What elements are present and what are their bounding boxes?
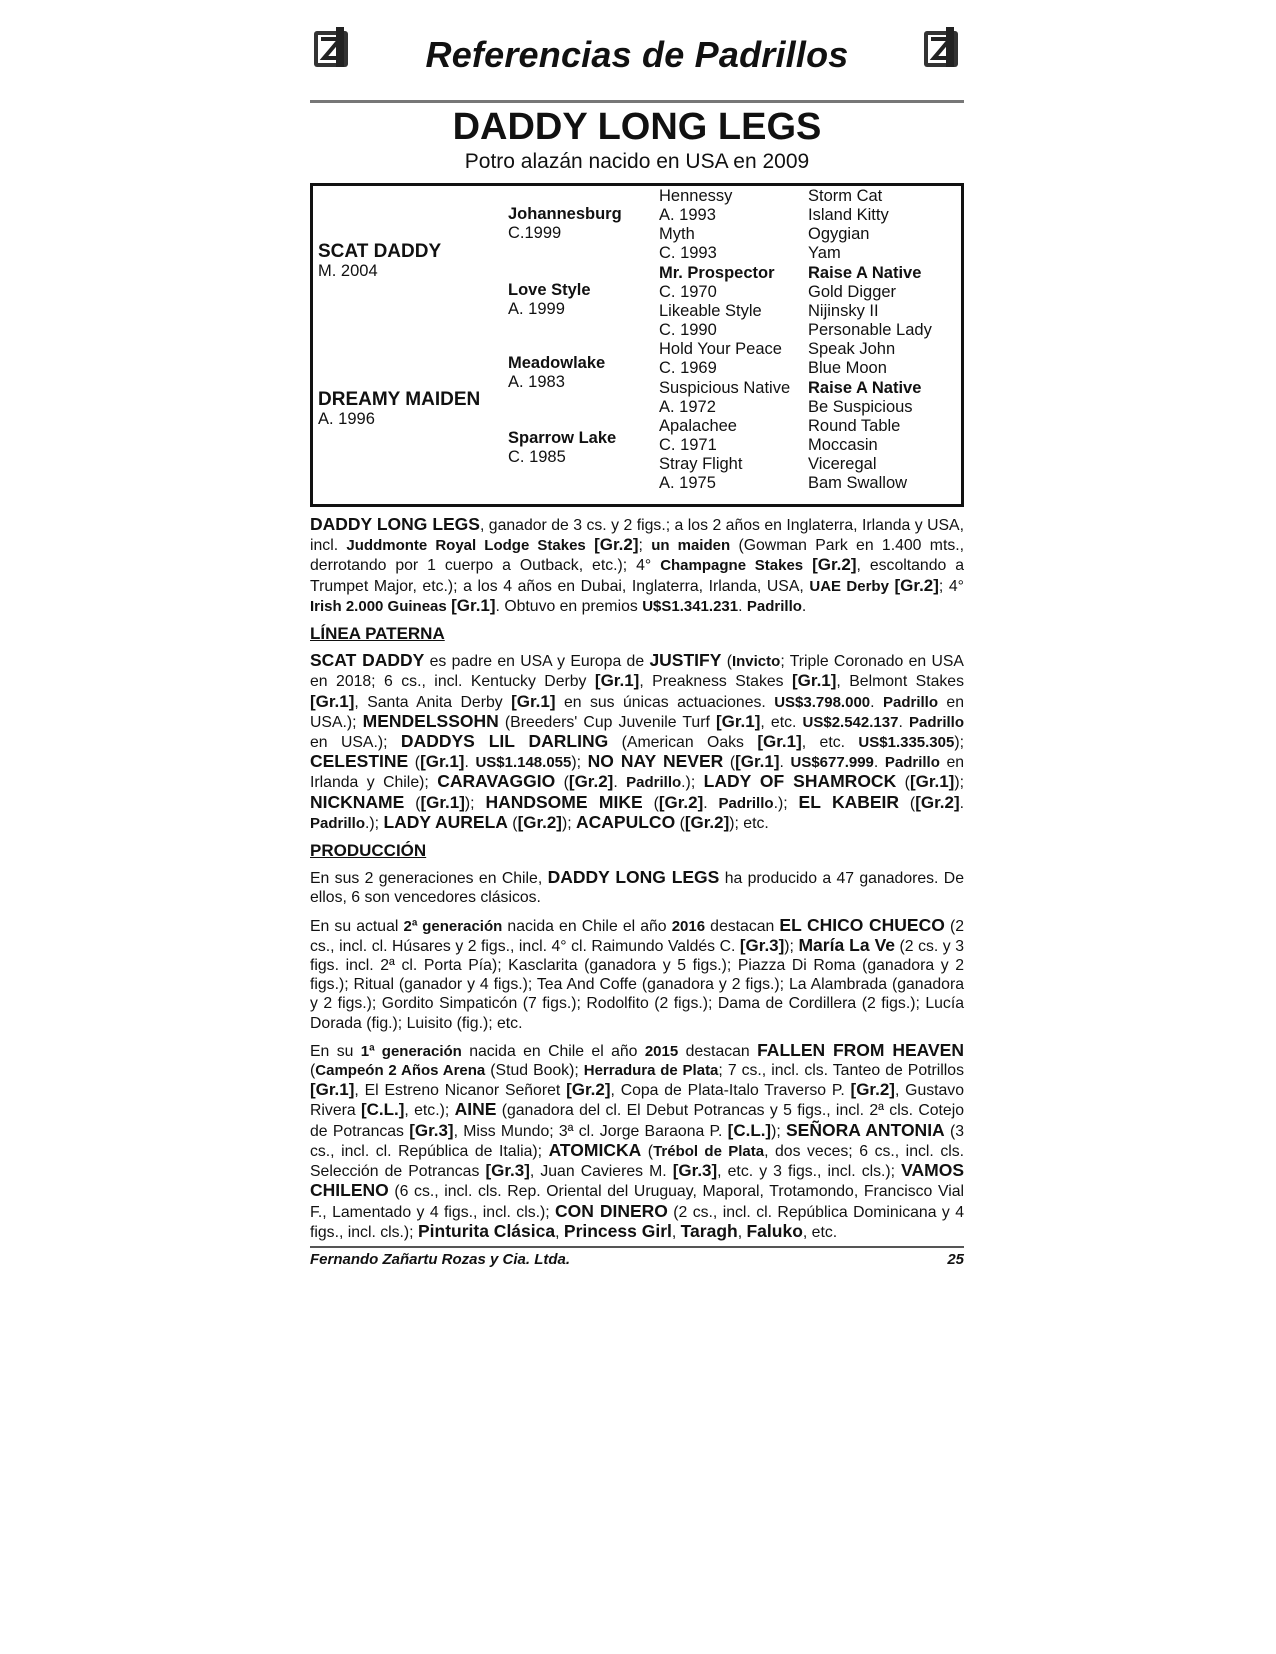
text: (Gowman Park en 1.400 mts., derrotando por 1 cuerpo a Outback, etc.); 4° <box>310 537 965 575</box>
grandsire-name: Johannesburg <box>508 205 622 223</box>
grade: [Gr.1] <box>594 671 640 691</box>
text: es padre en USA y Europa de <box>424 653 650 671</box>
text: ( <box>555 774 569 792</box>
emphasis: 2ª generación <box>403 917 503 935</box>
emphasis: US$1.148.055 <box>475 754 572 772</box>
pedigree-ancestor: Viceregal <box>808 455 877 474</box>
sire-year: M. 2004 <box>318 262 378 280</box>
text: . <box>870 693 883 711</box>
emphasis: Taragh <box>680 1220 738 1241</box>
pedigree-ancestor: C. 1993 <box>659 244 717 263</box>
dam-dam-name: Sparrow Lake <box>508 429 617 447</box>
text: ); <box>954 774 964 792</box>
emphasis: 2016 <box>671 917 706 935</box>
grade: [Gr.2] <box>517 812 562 832</box>
text: , <box>671 1223 681 1241</box>
pedigree-ancestor: Blue Moon <box>808 359 887 378</box>
text: (American Oaks <box>608 734 758 752</box>
race-name: Champagne Stakes <box>660 557 804 575</box>
emphasis: VAMOS CHILENO <box>310 1160 964 1201</box>
pedigree-ancestor: Be Suspicious <box>808 397 913 416</box>
text: ); <box>571 754 588 772</box>
text: , escoltando a Trumpet Major, etc.); a los 4 años en Dubai, Inglaterra, Irlanda, USA, <box>310 557 965 595</box>
dam-dam-year: C. 1985 <box>508 448 566 466</box>
emphasis: DADDYS LIL DARLING <box>400 731 609 752</box>
pedigree-ancestor: Round Table <box>808 416 901 435</box>
grade: [Gr.3] <box>672 1161 718 1181</box>
text: .); <box>365 814 384 832</box>
text: ( <box>310 1062 316 1080</box>
text: (6 cs., incl. cls. Rep. Oriental del Uruguay, Maporal, Trotamondo, Francisco Vial F., Lamentado y 4 figs., incl. cls.); <box>310 1183 964 1221</box>
text: . <box>703 794 719 812</box>
pedigree-table <box>310 183 964 507</box>
text: nacida en Chile el año <box>461 1042 645 1060</box>
text: , Preakness Stakes <box>639 673 793 691</box>
text: , Belmont Stakes <box>836 673 964 691</box>
stallion-label: Padrillo <box>746 597 802 615</box>
emphasis: 1ª generación <box>360 1042 462 1060</box>
text: . Obtuvo en premios <box>495 597 643 615</box>
dam-sire-name: Meadowlake <box>508 354 606 372</box>
dam-year: A. 1996 <box>318 410 375 428</box>
text: , Miss Mundo; 3ª cl. Jorge Baraona P. <box>453 1122 728 1140</box>
emphasis: CELESTINE <box>310 751 409 772</box>
text: (Stud Book); <box>485 1062 584 1080</box>
pedigree-ancestor: C. 1970 <box>659 282 717 301</box>
pedigree-ancestor: Yam <box>808 244 841 263</box>
horse-name-inline: DADDY LONG LEGS <box>310 514 480 534</box>
emphasis: US$1.335.305 <box>858 734 955 752</box>
text: , dos veces; 6 cs., incl. cls. Selección de Potrancas <box>310 1142 965 1181</box>
emphasis: MENDELSSOHN <box>362 710 499 731</box>
emphasis: Invicto <box>731 653 781 671</box>
text: . <box>613 774 627 792</box>
pedigree-ancestor: C. 1971 <box>659 435 717 454</box>
text: en USA.); <box>310 734 401 752</box>
text: (2 cs., incl. cl. Húsares y 2 figs., incl. 4° cl. Raimundo Valdés C. <box>310 917 964 955</box>
text: . <box>738 597 747 615</box>
emphasis: EL CHICO CHUECO <box>779 914 945 935</box>
horse-name: DADDY LONG LEGS <box>452 106 822 148</box>
pedigree-ancestor: A. 1975 <box>659 474 716 493</box>
text: , ganador de 3 cs. y 2 figs.; a los 2 años en Inglaterra, Irlanda y USA, incl. <box>310 517 964 555</box>
text: (2 cs., incl. cl. República Dominicana y 4 figs., incl. cls.); <box>310 1203 964 1241</box>
text: .); <box>681 774 704 792</box>
text: ( <box>723 754 736 772</box>
pedigree-ancestor: Hennessy <box>659 187 733 205</box>
pedigree-ancestor: Raise A Native <box>808 263 922 282</box>
grade: [C.L.] <box>727 1120 772 1140</box>
text: destacan <box>678 1042 758 1060</box>
produccion-paragraph <box>310 1041 964 1242</box>
text: ( <box>642 794 659 812</box>
grade: [Gr.2] <box>566 1080 611 1100</box>
grade: [Gr.1] <box>420 792 465 812</box>
grade: [Gr.2] <box>594 535 639 555</box>
emphasis: Padrillo <box>884 754 940 772</box>
grade: [Gr.1] <box>310 691 355 711</box>
race-name: Irish 2.000 Guineas <box>310 597 447 615</box>
document-title: Referencias de Padrillos <box>425 34 849 75</box>
grade: [Gr.1] <box>909 772 955 792</box>
emphasis: CARAVAGGIO <box>437 771 556 792</box>
emphasis: Princess Girl <box>563 1220 672 1241</box>
text: ); <box>771 1122 786 1140</box>
grade: [Gr.1] <box>310 1080 355 1100</box>
emphasis: Padrillo <box>310 814 366 832</box>
emphasis: LADY OF SHAMROCK <box>703 771 897 792</box>
emphasis: SEÑORA ANTONIA <box>786 1119 945 1140</box>
text: , etc. y 3 figs., incl. cls.); <box>717 1163 902 1181</box>
page-header <box>310 20 964 80</box>
pedigree-ancestor: Nijinsky II <box>808 301 879 320</box>
pedigree-ancestor: Likeable Style <box>659 301 762 320</box>
page-number: 25 <box>947 1250 964 1268</box>
text: ); etc. <box>729 814 769 832</box>
emphasis: AINE <box>454 1099 497 1120</box>
text: en USA.); <box>310 693 964 731</box>
emphasis: ATOMICKA <box>548 1139 642 1160</box>
text: En sus 2 generaciones en Chile, <box>310 870 548 888</box>
emphasis: SCAT DADDY <box>310 650 425 671</box>
emphasis: Padrillo <box>718 794 774 812</box>
text: ( <box>408 754 421 772</box>
emphasis: CON DINERO <box>555 1200 668 1221</box>
text: , <box>737 1223 747 1241</box>
grade: [C.L.] <box>360 1100 405 1120</box>
emphasis: ACAPULCO <box>576 811 676 832</box>
text: , Gustavo Rivera <box>310 1082 964 1120</box>
text: ( <box>721 653 732 671</box>
emphasis: Padrillo <box>882 693 938 711</box>
text: , etc. <box>760 713 803 731</box>
race-name: un maiden <box>651 537 731 555</box>
page <box>310 20 964 1268</box>
grade: [Gr.2] <box>568 772 614 792</box>
emphasis: Pinturita Clásica <box>417 1220 556 1241</box>
section-heading-linea-paterna: LÍNEA PATERNA <box>310 624 445 644</box>
emphasis: Padrillo <box>908 713 964 731</box>
body-text <box>310 515 964 1242</box>
pedigree-ancestor: Gold Digger <box>808 282 897 301</box>
text: , Santa Anita Derby <box>354 693 512 711</box>
text: ( <box>404 794 421 812</box>
text: ; 7 cs., incl. cls. Tanteo de Potrillos <box>718 1062 964 1080</box>
pedigree-ancestor: Myth <box>659 225 695 244</box>
pedigree-ancestor: Personable Lady <box>808 321 932 340</box>
text: ); <box>954 734 964 752</box>
text: ( <box>507 814 518 832</box>
text: En su <box>310 1042 361 1060</box>
emphasis: JUSTIFY <box>649 650 722 671</box>
grade: [Gr.1] <box>451 595 496 615</box>
text: . <box>464 754 476 772</box>
text: ; <box>638 537 652 555</box>
pedigree-ancestor: Hold Your Peace <box>659 340 782 359</box>
emphasis: Padrillo <box>626 774 682 792</box>
emphasis: US$3.798.000 <box>774 693 871 711</box>
text: destacan <box>705 917 780 935</box>
emphasis: EL KABEIR <box>798 791 900 812</box>
pedigree-ancestor: Island Kitty <box>808 206 889 225</box>
text: En su actual <box>310 917 404 935</box>
pedigree-ancestor: Mr. Prospector <box>659 263 775 282</box>
grade: [Gr.1] <box>757 732 802 752</box>
emphasis: HANDSOME MIKE <box>485 791 643 812</box>
text: ( <box>899 794 916 812</box>
text: . <box>779 754 791 772</box>
emphasis: Faluko <box>746 1220 803 1241</box>
text: (Breeders' Cup Juvenile Turf <box>498 713 716 731</box>
text: , etc. <box>801 734 859 752</box>
text: nacida en Chile el año <box>502 917 672 935</box>
granddam-name: Love Style <box>508 281 591 299</box>
text: , Copa de Plata-Italo Traverso P. <box>610 1082 851 1100</box>
grade: [Gr.2] <box>812 555 857 575</box>
produccion-paragraph <box>310 916 964 1033</box>
emphasis: 2015 <box>644 1042 679 1060</box>
grade: [Gr.1] <box>792 671 837 691</box>
text: . <box>801 597 807 615</box>
text: ; 4° <box>938 577 965 595</box>
grade: [Gr.2] <box>894 575 939 595</box>
pedigree-ancestor: Apalachee <box>659 416 737 435</box>
page-footer <box>310 1246 964 1268</box>
text: ); <box>464 794 486 812</box>
pedigree-ancestor: A. 1972 <box>659 397 716 416</box>
grade: [Gr.1] <box>715 711 761 731</box>
pedigree-ancestor: Raise A Native <box>808 378 922 397</box>
emphasis: US$2.542.137 <box>802 713 899 731</box>
text: ; Triple Coronado en USA en 2018; 6 cs., incl. Kentucky Derby <box>310 653 964 691</box>
grade: [Gr.3] <box>409 1120 454 1140</box>
title-divider <box>310 100 964 103</box>
race-name: Juddmonte Royal Lodge Stakes <box>346 537 586 555</box>
pedigree-ancestor: Stray Flight <box>659 455 743 474</box>
dam-sire-year: A. 1983 <box>508 373 565 391</box>
text: . <box>959 794 964 812</box>
text: ( <box>641 1142 654 1160</box>
grade: [Gr.2] <box>658 792 704 812</box>
linea-paterna-paragraph <box>310 651 964 833</box>
grade: [Gr.1] <box>511 691 556 711</box>
pedigree-ancestor: Storm Cat <box>808 187 883 205</box>
produccion-paragraph <box>310 868 964 907</box>
text: ( <box>896 774 910 792</box>
footer-company: Fernando Zañartu Rozas y Cia. Ltda. <box>310 1250 571 1268</box>
emphasis: NICKNAME <box>310 791 405 812</box>
granddam-year: A. 1999 <box>508 300 565 318</box>
emphasis: FALLEN FROM HEAVEN <box>757 1039 964 1060</box>
race-name: UAE Derby <box>809 577 889 595</box>
grade: [Gr.2] <box>915 792 960 812</box>
text: , etc. <box>802 1223 838 1241</box>
pedigree-ancestor: Moccasin <box>808 435 878 454</box>
text: (ganadora del cl. El Debut Potrancas y 5 figs., incl. 2ª cls. Cotejo de Potrancas <box>310 1102 964 1140</box>
sire-name: SCAT DADDY <box>318 241 442 262</box>
text: , etc.); <box>404 1102 455 1120</box>
text: en Irlanda y Chile); <box>310 754 965 792</box>
grade: [Gr.1] <box>420 752 465 772</box>
summary-paragraph <box>310 515 964 616</box>
text: ha producido a 47 ganadores. De ellos, 6 son vencedores clásicos. <box>310 870 964 907</box>
pedigree-ancestor: Ogygian <box>808 225 870 244</box>
text: ); <box>561 814 577 832</box>
grade: [Gr.1] <box>735 752 780 772</box>
dam-name: DREAMY MAIDEN <box>318 389 481 410</box>
grade: [Gr.3] <box>485 1161 530 1181</box>
emphasis: LADY AURELA <box>383 811 508 832</box>
text: .); <box>773 794 799 812</box>
pedigree-ancestor: C. 1990 <box>659 321 717 340</box>
text: , <box>555 1223 564 1241</box>
zr-logo-icon <box>920 25 964 71</box>
earnings: U$S1.341.231 <box>642 597 739 615</box>
section-heading-produccion: PRODUCCIÓN <box>310 841 427 861</box>
text: , El Estreno Nicanor Señoret <box>354 1082 567 1100</box>
emphasis: US$677.999 <box>790 754 874 772</box>
text: . <box>898 713 909 731</box>
pedigree-ancestor: Speak John <box>808 340 896 359</box>
emphasis: NO NAY NEVER <box>587 751 724 772</box>
pedigree-ancestor: Bam Swallow <box>808 474 908 493</box>
text: (2 cs. y 3 figs. incl. 2ª cl. Porta Pía); Kasclarita (ganadora y 5 figs.); Piazza Di Roma (ganadora y 2 figs.); Ritual (ganador y 4 figs.); Tea And Coffe (ganadora y 2 figs.); La Alambrada (ganadora y 2 figs.); Gordito Simpaticón (7 figs.); Rodolfito (2 figs.); Dama de Cordillera (2 figs.); Lucía Dorada (fig.); Luisito (fig.); etc. <box>310 937 964 1032</box>
emphasis: María La Ve <box>798 934 896 955</box>
emphasis: DADDY LONG LEGS <box>547 867 720 888</box>
text: . <box>873 754 885 772</box>
text: ( <box>675 814 685 832</box>
horse-subtitle: Potro alazán nacido en USA en 2009 <box>464 150 810 173</box>
text: ); <box>784 937 799 955</box>
pedigree-ancestor: A. 1993 <box>659 206 716 225</box>
text: en sus únicas actuaciones. <box>555 693 775 711</box>
text: , Juan Cavieres M. <box>529 1163 673 1181</box>
grade: [Gr.3] <box>739 935 785 955</box>
grade: [Gr.2] <box>684 812 730 832</box>
grandsire-year: C.1999 <box>508 224 562 242</box>
emphasis: Campeón 2 Años Arena <box>315 1062 486 1080</box>
pedigree-ancestor: Suspicious Native <box>659 378 791 397</box>
text: (3 cs., incl. cl. República de Italia); <box>310 1122 964 1160</box>
grade: [Gr.2] <box>850 1080 895 1100</box>
pedigree-ancestor: C. 1969 <box>659 359 717 378</box>
emphasis: Trébol de Plata <box>653 1142 765 1160</box>
emphasis: Herradura de Plata <box>583 1062 719 1080</box>
